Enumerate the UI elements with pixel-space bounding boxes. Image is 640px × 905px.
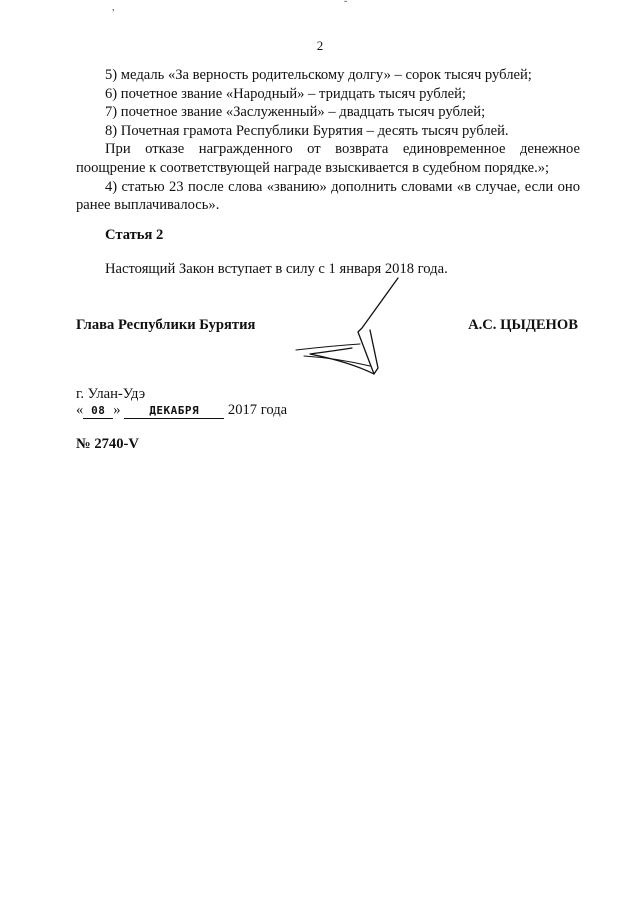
date-day: 08 [83, 404, 113, 419]
paragraph-article-23: 4) статью 23 после слова «званию» дополнить словами «в случае, если оно ранее выплачивалось». [76, 178, 580, 214]
place-of-signing: г. Улан-Удэ [76, 386, 146, 402]
article-heading: Статья 2 [105, 227, 164, 243]
document-number: № 2740-V [76, 436, 139, 452]
paragraph-item-8: 8) Почетная грамота Республики Бурятия – десять тысяч рублей. [105, 122, 509, 139]
article-text: Настоящий Закон вступает в силу с 1 января 2018 года. [105, 261, 448, 277]
paragraph-item-7: 7) почетное звание «Заслуженный» – двадцать тысяч рублей; [105, 104, 486, 121]
paragraph-item-5: 5) медаль «За верность родительскому долгу» – сорок тысяч рублей; [105, 67, 532, 83]
page-number: 2 [316, 38, 324, 53]
law-body-text [76, 66, 580, 215]
scan-mark-left: , [112, 2, 115, 13]
date-close-quote: » [113, 402, 121, 418]
date-open-quote: « [76, 402, 84, 418]
scan-mark-center: ˘ [344, 0, 348, 11]
signer-title: Глава Республики Бурятия [76, 317, 256, 333]
handwritten-signature [290, 270, 420, 390]
paragraph-refusal: При отказе награжденного от возврата единовременное денежное поощрение к соответствующей награде взыскивается в судебном порядке.»; [76, 141, 580, 176]
date-year: 2017 года [227, 402, 288, 418]
signer-name: А.С. ЦЫДЕНОВ [468, 317, 578, 333]
signing-date [76, 402, 287, 419]
date-month: ДЕКАБРЯ [124, 404, 224, 419]
paragraph-item-6: 6) почетное звание «Народный» – тридцать тысяч рублей; [105, 85, 466, 102]
